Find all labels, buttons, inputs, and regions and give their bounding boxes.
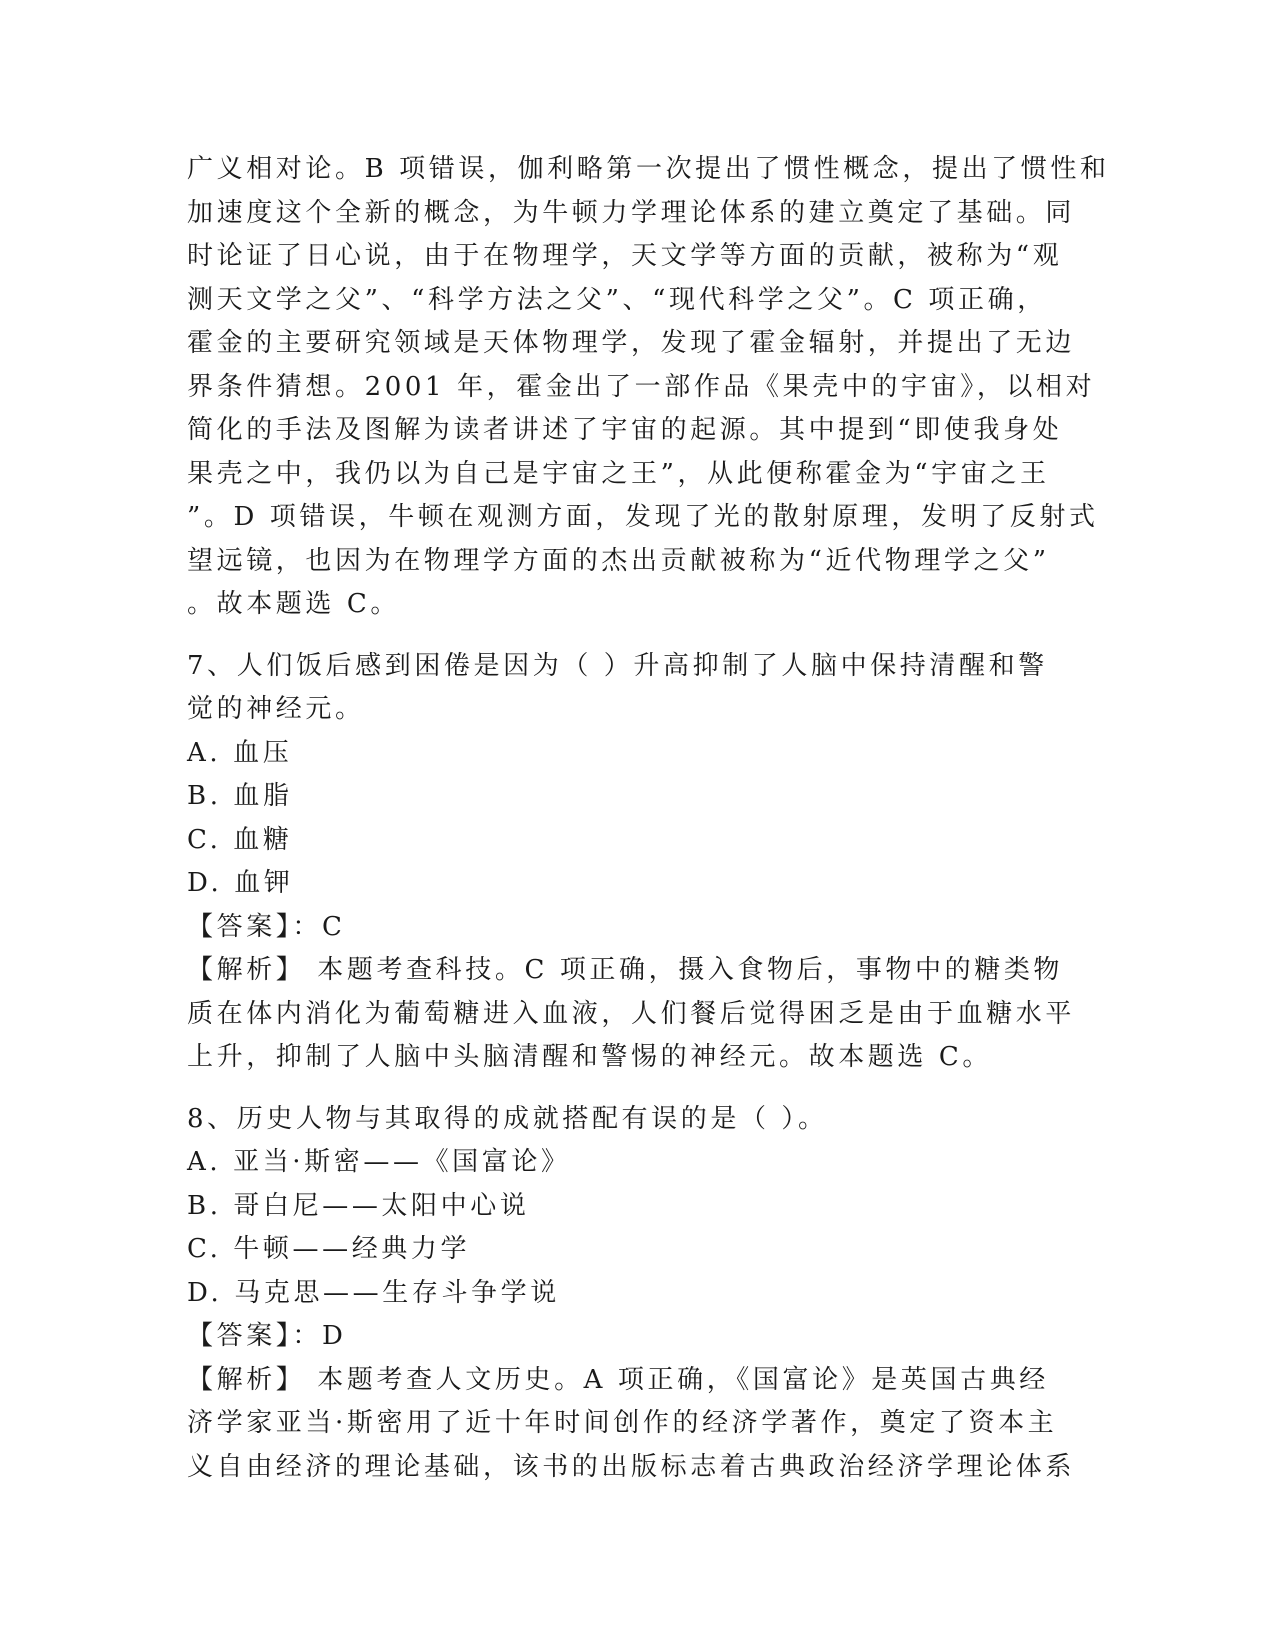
text-line: 加速度这个全新的概念，为牛顿力学理论体系的建立奠定了基础。同 xyxy=(187,197,1076,228)
text-line: 时论证了日心说，由于在物理学，天文学等方面的贡献，被称为“观 xyxy=(187,241,1063,271)
analysis-text: 【解析】 本题考查人文历史。A 项正确，《国富论》是英国古典经 xyxy=(187,1364,1049,1395)
analysis-text: 质在体内消化为葡萄糖进入血液，人们餐后觉得困乏是由于血糖水平 xyxy=(187,998,1076,1029)
question-text: 8、历史人物与其取得的成就搭配有误的是（ ）。 xyxy=(187,1103,828,1134)
q6-analysis-continued xyxy=(187,148,1110,627)
text-line: 霍金的主要研究领域是天体物理学，发现了霍金辐射，并提出了无边 xyxy=(187,328,1076,358)
text-line: ”。D 项错误，牛顿在观测方面，发现了光的散射原理，发明了反射式 xyxy=(187,502,1099,532)
answer-line: 【答案】：D xyxy=(187,1321,347,1351)
option-d: D. 血钾 xyxy=(187,868,294,898)
analysis-text: 上升，抑制了人脑中头脑清醒和警惕的神经元。故本题选 C。 xyxy=(187,1042,992,1072)
text-line: 望远镜，也因为在物理学方面的杰出贡献被称为“近代物理学之父” xyxy=(187,545,1050,576)
text-line: 。故本题选 C。 xyxy=(187,589,400,619)
option-b: B. 哥白尼——太阳中心说 xyxy=(187,1190,530,1221)
question-7 xyxy=(187,645,1087,1080)
analysis-text: 济学家亚当·斯密用了近十年时间创作的经济学著作，奠定了资本主 xyxy=(187,1408,1058,1438)
text-line: 界条件猜想。2001 年，霍金出了一部作品《果壳中的宇宙》，以相对 xyxy=(187,371,1096,402)
text-line: 果壳之中，我仍以为自己是宇宙之王”，从此便称霍金为“宇宙之王 xyxy=(187,458,1050,489)
analysis-text: 【解析】 本题考查科技。C 项正确，摄入食物后，事物中的糖类物 xyxy=(187,955,1064,985)
question-text: 觉的神经元。 xyxy=(187,694,365,724)
option-c: C. 血糖 xyxy=(187,824,293,855)
text-line: 广义相对论。B 项错误，伽利略第一次提出了惯性概念，提出了惯性和 xyxy=(187,154,1110,184)
question-8 xyxy=(187,1098,1087,1490)
document-page xyxy=(187,148,1110,1489)
option-d: D. 马克思——生存斗争学说 xyxy=(187,1277,560,1308)
spacer xyxy=(187,1080,1087,1098)
option-b: B. 血脂 xyxy=(187,781,293,811)
analysis-text: 义自由经济的理论基础，该书的出版标志着古典政治经济学理论体系 xyxy=(187,1451,1076,1482)
question-text: 7、人们饭后感到困倦是因为（ ）升高抑制了人脑中保持清醒和警 xyxy=(187,650,1048,681)
option-a: A. 血压 xyxy=(187,737,293,768)
spacer xyxy=(187,627,1087,645)
option-a: A. 亚当·斯密——《国富论》 xyxy=(187,1147,571,1177)
option-c: C. 牛顿——经典力学 xyxy=(187,1234,471,1264)
answer-line: 【答案】：C xyxy=(187,911,346,942)
text-line: 简化的手法及图解为读者讲述了宇宙的起源。其中提到“即使我身处 xyxy=(187,415,1063,445)
text-line: 测天文学之父”、“科学方法之父”、“现代科学之父”。C 项正确， xyxy=(187,284,1047,315)
